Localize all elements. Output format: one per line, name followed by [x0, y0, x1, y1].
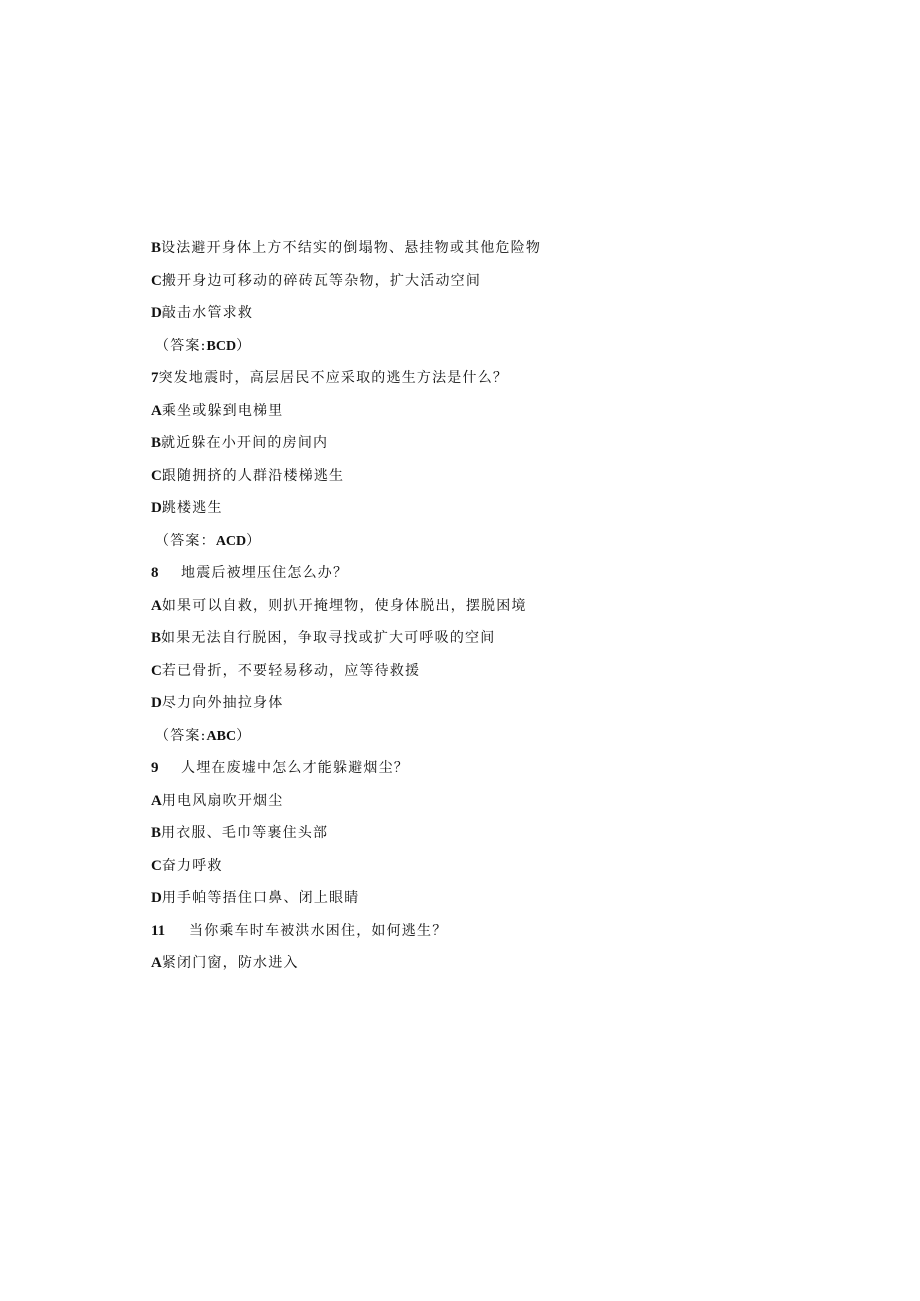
option-label: A: [151, 597, 162, 614]
option-text: 用手帕等捂住口鼻、闭上眼睛: [161, 890, 360, 906]
option-text: 如果可以自救，则扒开掩埋物，使身体脱出，摆脱困境: [161, 597, 527, 614]
answer-code: ABC: [206, 728, 237, 744]
option-text: 搬开身边可移动的碎砖瓦等杂物，扩大活动空间: [161, 272, 482, 289]
option-line: [151, 951, 851, 984]
option-line: [151, 626, 851, 659]
option-label: B: [151, 435, 162, 451]
option-text: 用电风扇吹开烟尘: [161, 792, 284, 809]
question-number: 9: [151, 760, 159, 776]
option-text: 如果无法自行脱困，争取寻找或扩大可呼吸的空间: [161, 630, 496, 646]
answer-suffix: ）: [246, 532, 262, 549]
answer-suffix: ）: [236, 727, 252, 744]
option-label: C: [151, 857, 162, 874]
option-label: C: [151, 272, 162, 289]
question-number: 11: [151, 922, 166, 939]
option-text: 用衣服、毛巾等裹住头部: [161, 825, 329, 841]
option-text: 乘坐或躲到电梯里: [161, 402, 284, 419]
option-line: [151, 496, 851, 529]
option-line: [151, 431, 851, 464]
option-text: 就近躲在小开间的房间内: [161, 435, 329, 451]
option-label: D: [151, 500, 162, 516]
answer-suffix: ）: [236, 337, 252, 354]
answer-code: BCD: [206, 338, 237, 354]
option-text: 跟随拥挤的人群沿楼梯逃生: [161, 467, 345, 484]
option-line: [151, 821, 851, 854]
option-text: 紧闭门窗，防水进入: [161, 955, 299, 971]
option-label: D: [151, 695, 162, 711]
question-text: 人埋在废墟中怎么才能躲避烟尘？: [181, 760, 409, 776]
option-label: D: [151, 890, 162, 906]
option-label: C: [151, 662, 162, 679]
answer-prefix: （答案：: [155, 532, 216, 549]
option-line: [151, 594, 851, 627]
answer-line: [155, 529, 851, 562]
question-text: 当你乘车时车被洪水困住，如何逃生？: [189, 922, 448, 939]
option-line: [151, 236, 851, 269]
option-text: 敲击水管求救: [161, 305, 254, 321]
option-text: 跳楼逃生: [161, 500, 223, 516]
option-label: A: [151, 402, 162, 419]
answer-code: ACD: [215, 533, 247, 549]
answer-line: [155, 334, 851, 367]
question-line: [151, 561, 851, 594]
option-text: 若已骨折，不要轻易移动，应等待救援: [161, 662, 421, 679]
option-text: 尽力向外抽拉身体: [161, 695, 284, 711]
question-number: 7: [151, 370, 159, 386]
option-line: [151, 854, 851, 887]
option-label: B: [151, 825, 162, 841]
option-line: [151, 464, 851, 497]
option-line: [151, 789, 851, 822]
question-line: [151, 366, 851, 399]
question-text: 地震后被埋压住怎么办？: [181, 565, 349, 581]
option-label: C: [151, 467, 162, 484]
option-text: 设法避开身体上方不结实的倒塌物、悬挂物或其他危险物: [161, 240, 542, 256]
question-number: 8: [151, 565, 159, 581]
option-line: [151, 886, 851, 919]
option-label: A: [151, 955, 162, 971]
question-text: 突发地震时，高层居民不应采取的逃生方法是什么？: [158, 370, 509, 386]
question-line: [151, 919, 851, 952]
option-label: B: [151, 240, 162, 256]
question-line: [151, 756, 851, 789]
option-label: A: [151, 792, 162, 809]
option-line: [151, 399, 851, 432]
option-label: D: [151, 305, 162, 321]
option-line: [151, 691, 851, 724]
answer-prefix: （答案:: [155, 337, 207, 354]
option-line: [151, 659, 851, 692]
option-line: [151, 301, 851, 334]
option-text: 奋力呼救: [161, 857, 223, 874]
option-line: [151, 269, 851, 302]
quiz-content: [151, 236, 851, 984]
answer-prefix: （答案:: [155, 727, 207, 744]
option-label: B: [151, 630, 162, 646]
answer-line: [155, 724, 851, 757]
